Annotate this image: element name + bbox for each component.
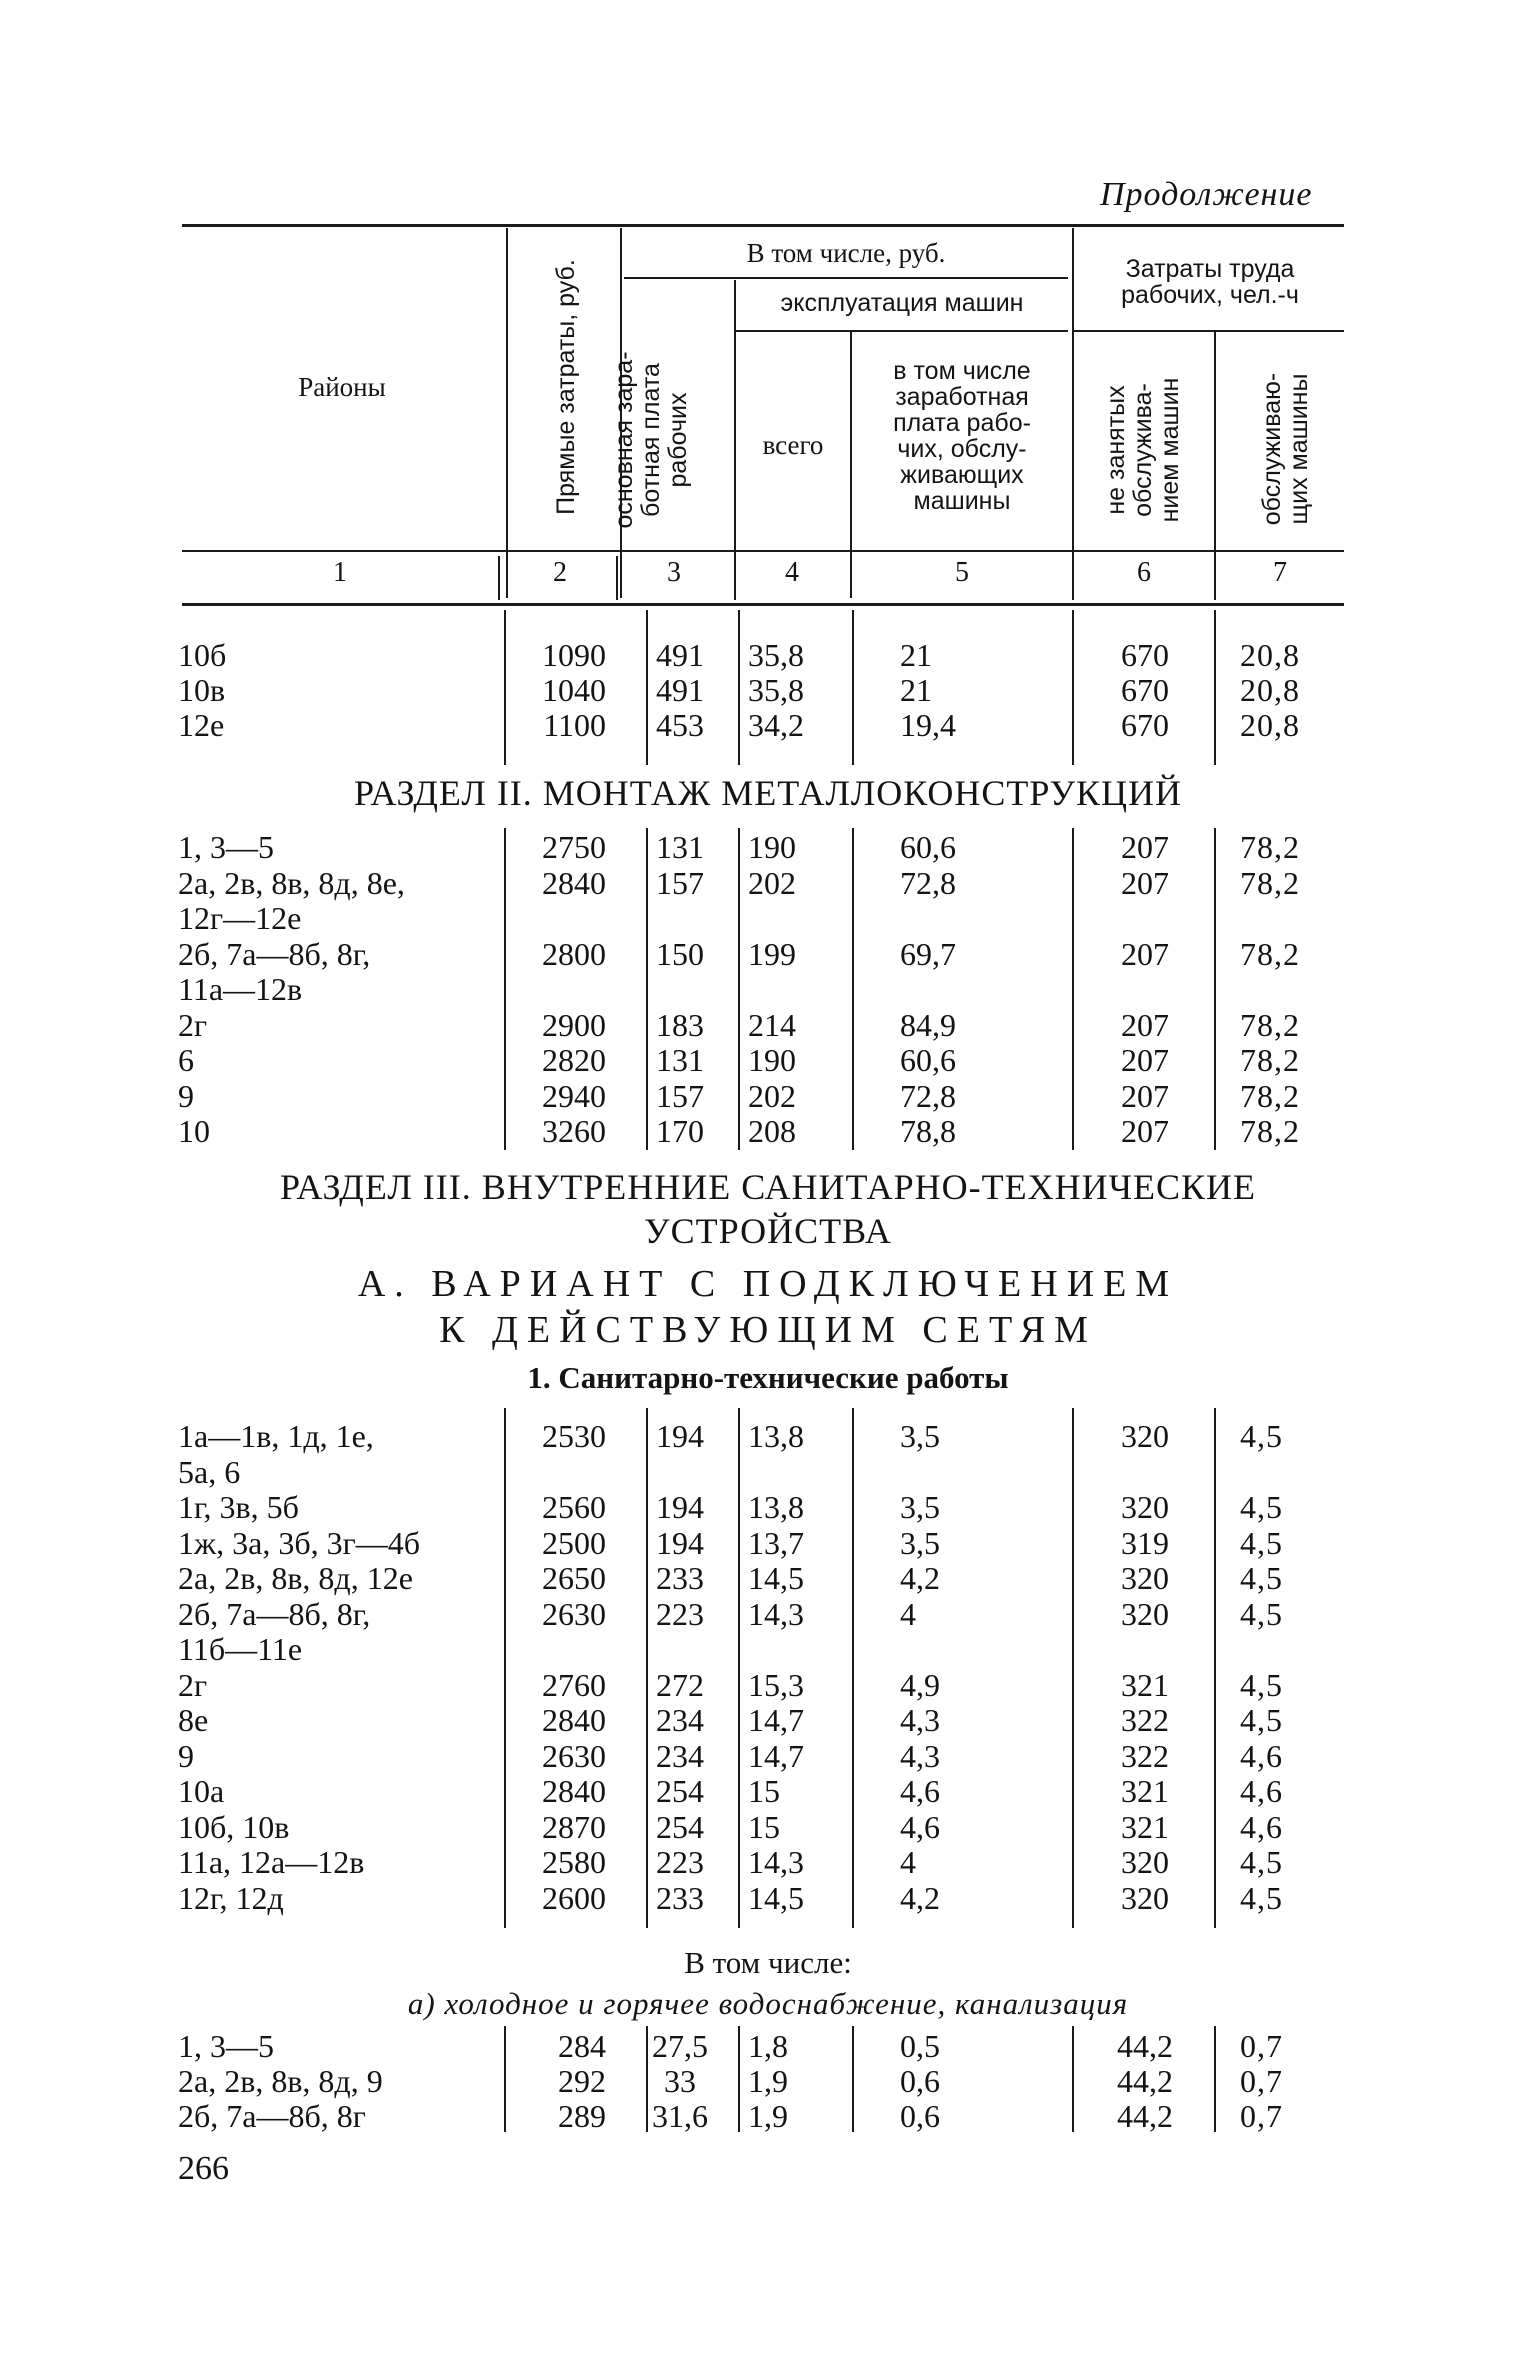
column-number: 4 <box>785 557 799 588</box>
table-cell: 15 <box>748 1773 780 1809</box>
table-cell: 10а <box>178 1773 225 1809</box>
table-cell: 207 <box>1121 1006 1169 1043</box>
table-cell: 4,5 <box>1240 1560 1283 1596</box>
table-cell: 60,6 <box>900 829 956 865</box>
table-cell: 27,5 <box>652 2028 708 2064</box>
table-cell: 170 <box>656 1113 704 1149</box>
table-row <box>0 1526 1536 1560</box>
column-number: 3 <box>667 557 681 588</box>
table-cell: 13,8 <box>748 1489 804 1525</box>
table-cell: 1,9 <box>748 2063 788 2099</box>
table-cell: 1г, 3в, 5б <box>178 1489 299 1525</box>
table-cell: 31,6 <box>652 2098 708 2134</box>
table-cell: 1ж, 3а, 3б, 3г—4б <box>178 1524 420 1561</box>
table-cell: 320 <box>1121 1489 1169 1525</box>
table-cell: 2580 <box>542 1844 606 1880</box>
header-regions: Районы <box>298 372 386 402</box>
table-cell: 2600 <box>542 1879 606 1916</box>
table-cell: 78,2 <box>1240 1042 1300 1078</box>
table-cell: 13,8 <box>748 1418 804 1454</box>
table-cell: 208 <box>748 1113 796 1149</box>
table-cell: 2г <box>178 1006 208 1043</box>
servicing-line: обслуживаю- <box>1258 372 1286 526</box>
table-cell: 0,7 <box>1240 2063 1283 2099</box>
table-cell: 1040 <box>542 672 606 708</box>
table-row <box>0 1810 1536 1844</box>
table-cell: 254 <box>656 1773 704 1809</box>
table-cell: 12г, 12д <box>178 1879 284 1916</box>
table-row <box>0 1774 1536 1808</box>
machines-rule <box>736 330 1068 332</box>
table-cell: 5а, 6 <box>178 1453 241 1490</box>
table-cell: 12е <box>178 707 225 743</box>
table-cell: 0,5 <box>900 2028 940 2064</box>
table-cell: 84,9 <box>900 1006 956 1043</box>
table-cell: 233 <box>656 1560 704 1596</box>
table-cell: 233 <box>656 1879 704 1916</box>
table-cell: 190 <box>748 829 796 865</box>
table-cell: 10 <box>178 1113 210 1149</box>
table-cell: 4 <box>900 1844 916 1880</box>
table-cell: 190 <box>748 1042 796 1078</box>
table-cell: 321 <box>1121 1808 1169 1845</box>
table-cell: 4,6 <box>1240 1808 1283 1845</box>
table-row <box>0 901 1536 935</box>
table-cell: 202 <box>748 864 796 901</box>
table-cell: 234 <box>656 1737 704 1774</box>
table-row <box>0 1079 1536 1113</box>
table-cell: 2820 <box>542 1042 606 1078</box>
table-cell: 35,8 <box>748 672 804 708</box>
section-2-title: РАЗДЕЛ II. МОНТАЖ МЕТАЛЛОКОНСТРУКЦИЙ <box>353 773 1183 813</box>
table-row <box>0 1881 1536 1915</box>
table-cell: 4,5 <box>1240 1844 1283 1880</box>
continued-label: Продолжение <box>1100 176 1313 213</box>
table-cell: 4,6 <box>1240 1737 1283 1774</box>
table-cell: 202 <box>748 1077 796 1114</box>
table-cell: 320 <box>1121 1418 1169 1454</box>
table-cell: 321 <box>1121 1773 1169 1809</box>
table-cell: 207 <box>1121 935 1169 972</box>
table-row <box>0 972 1536 1006</box>
table-cell: 2800 <box>542 935 606 972</box>
colnum-divider <box>616 556 618 600</box>
table-cell: 2б, 7а—8б, 8г <box>178 2098 366 2134</box>
table-cell: 131 <box>656 829 704 865</box>
table-row <box>0 1668 1536 1702</box>
table-cell: 4,3 <box>900 1737 940 1774</box>
table-cell: 321 <box>1121 1666 1169 1703</box>
table-cell: 3260 <box>542 1113 606 1149</box>
table-cell: 15,3 <box>748 1666 804 1703</box>
table-cell: 78,2 <box>1240 829 1300 865</box>
table-cell: 4,5 <box>1240 1666 1283 1703</box>
table-cell: 21 <box>900 672 932 708</box>
table-cell: 2630 <box>542 1737 606 1774</box>
table-cell: 4,2 <box>900 1560 940 1596</box>
table-cell: 15 <box>748 1808 780 1845</box>
including-rule <box>624 277 1068 279</box>
incl-wage-line: чих, обслу- <box>897 435 1027 463</box>
table-cell: 199 <box>748 935 796 972</box>
table-row <box>0 1114 1536 1148</box>
table-cell: 12г—12е <box>178 900 302 936</box>
table-cell: 2630 <box>542 1595 606 1632</box>
table-cell: 207 <box>1121 1042 1169 1078</box>
table-row <box>0 1703 1536 1737</box>
labor-rule <box>1074 330 1344 332</box>
column-number: 5 <box>955 557 969 588</box>
table-cell: 234 <box>656 1702 704 1738</box>
column-number: 1 <box>333 557 347 588</box>
table-cell: 2б, 7а—8б, 8г, <box>178 1595 371 1632</box>
table-row <box>0 2029 1536 2063</box>
table-cell: 78,2 <box>1240 864 1300 901</box>
table-cell: 20,8 <box>1240 637 1300 673</box>
table-cell: 20,8 <box>1240 707 1300 743</box>
table-cell: 670 <box>1121 707 1169 743</box>
table-cell: 223 <box>656 1844 704 1880</box>
column-number: 7 <box>1273 557 1287 588</box>
labor-line: Затраты труда <box>1125 255 1295 283</box>
base-wage-line: ботная плата <box>637 363 665 517</box>
table-cell: 0,7 <box>1240 2098 1283 2134</box>
incl-wage-line: плата рабо- <box>893 409 1031 437</box>
header-total: всего <box>762 430 824 460</box>
header-bottom-rule <box>182 550 1344 552</box>
table-cell: 207 <box>1121 1077 1169 1114</box>
table-cell: 194 <box>656 1418 704 1454</box>
table-cell: 9 <box>178 1737 194 1774</box>
table-cell: 11а, 12а—12в <box>178 1844 365 1880</box>
table-cell: 2а, 2в, 8в, 8д, 8е, <box>178 864 405 901</box>
table-cell: 670 <box>1121 672 1169 708</box>
table-cell: 157 <box>656 1077 704 1114</box>
table-row <box>0 2099 1536 2133</box>
table-cell: 21 <box>900 637 932 673</box>
table-cell: 4,5 <box>1240 1418 1283 1454</box>
table-cell: 78,2 <box>1240 1006 1300 1043</box>
table-row <box>0 937 1536 971</box>
servicing-line: щих машины <box>1285 373 1313 525</box>
table-cell: 14,3 <box>748 1844 804 1880</box>
table-cell: 78,2 <box>1240 1113 1300 1149</box>
not-servicing-line: обслужива- <box>1129 383 1157 517</box>
table-cell: 4,5 <box>1240 1489 1283 1525</box>
table-cell: 33 <box>664 2063 696 2099</box>
table-cell: 4,2 <box>900 1879 940 1916</box>
section-3-title-line1: РАЗДЕЛ III. ВНУТРЕННИЕ САНИТАРНО-ТЕХНИЧЕСКИЕ <box>279 1167 1257 1207</box>
table-cell: 2г <box>178 1666 208 1703</box>
table-cell: 4 <box>900 1595 916 1632</box>
table-cell: 44,2 <box>1117 2063 1173 2099</box>
table-cell: 72,8 <box>900 1077 956 1114</box>
header-base-wage <box>611 340 695 540</box>
table-cell: 4,6 <box>900 1808 940 1845</box>
variant-title-line2: К ДЕЙСТВУЮЩИМ СЕТЯМ <box>439 1309 1097 1351</box>
table-cell: 491 <box>656 672 704 708</box>
base-wage-line: основная зара- <box>610 351 638 529</box>
table-cell: 131 <box>656 1042 704 1078</box>
table-cell: 14,5 <box>748 1560 804 1596</box>
table-cell: 4,5 <box>1240 1879 1283 1916</box>
table-cell: 78,2 <box>1240 1077 1300 1114</box>
table-cell: 9 <box>178 1077 194 1114</box>
incl-wage-line: в том числе <box>893 357 1031 385</box>
table-row <box>0 1632 1536 1666</box>
table-cell: 78,8 <box>900 1113 956 1149</box>
table-cell: 214 <box>748 1006 796 1043</box>
subsection-title: 1. Санитарно-технические работы <box>527 1360 1009 1395</box>
table-cell: 1,8 <box>748 2028 788 2064</box>
table-cell: 13,7 <box>748 1524 804 1561</box>
table-cell: 194 <box>656 1524 704 1561</box>
table-row <box>0 1739 1536 1773</box>
table-cell: 20,8 <box>1240 672 1300 708</box>
table-cell: 207 <box>1121 864 1169 901</box>
table-cell: 60,6 <box>900 1042 956 1078</box>
table-cell: 6 <box>178 1042 194 1078</box>
table-cell: 2560 <box>542 1489 606 1525</box>
page-number: 266 <box>178 2150 229 2187</box>
table-cell: 35,8 <box>748 637 804 673</box>
colnum-divider <box>1214 556 1216 600</box>
table-cell: 0,6 <box>900 2063 940 2099</box>
table-cell: 491 <box>656 637 704 673</box>
incl-wage-line: машины <box>913 487 1011 515</box>
table-cell: 0,7 <box>1240 2028 1283 2064</box>
table-cell: 1090 <box>542 637 606 673</box>
table-cell: 670 <box>1121 637 1169 673</box>
table-row <box>0 2064 1536 2098</box>
table-cell: 453 <box>656 707 704 743</box>
table-cell: 34,2 <box>748 707 804 743</box>
table-cell: 2650 <box>542 1560 606 1596</box>
table-cell: 223 <box>656 1595 704 1632</box>
table-cell: 2760 <box>542 1666 606 1703</box>
table-cell: 2530 <box>542 1418 606 1454</box>
column-number: 2 <box>553 557 567 588</box>
table-cell: 319 <box>1121 1524 1169 1561</box>
table-cell: 1, 3—5 <box>178 2028 274 2064</box>
table-cell: 2900 <box>542 1006 606 1043</box>
table-cell: 4,6 <box>1240 1773 1283 1809</box>
table-cell: 254 <box>656 1808 704 1845</box>
table-cell: 3,5 <box>900 1418 940 1454</box>
table-cell: 10б <box>178 637 227 673</box>
table-cell: 320 <box>1121 1560 1169 1596</box>
table-cell: 2840 <box>542 1702 606 1738</box>
colnum-divider <box>734 556 736 600</box>
table-cell: 44,2 <box>1117 2028 1173 2064</box>
table-cell: 1100 <box>543 707 606 743</box>
table-cell: 320 <box>1121 1595 1169 1632</box>
section-3-title-line2: УСТРОЙСТВА <box>644 1211 892 1251</box>
table-cell: 2а, 2в, 8в, 8д, 12е <box>178 1560 413 1596</box>
table-row <box>0 1008 1536 1042</box>
header-labor-costs <box>1076 256 1344 308</box>
table-cell: 14,7 <box>748 1737 804 1774</box>
water-supply-note: а) холодное и горячее водоснабжение, канализация <box>407 1986 1129 2021</box>
table-cell: 207 <box>1121 1113 1169 1149</box>
table-cell: 320 <box>1121 1879 1169 1916</box>
table-cell: 4,5 <box>1240 1595 1283 1632</box>
table-cell: 322 <box>1121 1737 1169 1774</box>
table-cell: 4,6 <box>900 1773 940 1809</box>
table-cell: 11б—11е <box>178 1631 303 1667</box>
table-cell: 2840 <box>542 864 606 901</box>
header-including-rub: В том числе, руб. <box>746 238 946 268</box>
not-servicing-line: нием машин <box>1156 377 1184 523</box>
table-cell: 1,9 <box>748 2098 788 2134</box>
table-cell: 2870 <box>542 1808 606 1845</box>
table-cell: 1а—1в, 1д, 1е, <box>178 1418 374 1454</box>
table-row <box>0 673 1536 707</box>
base-wage-line: рабочих <box>664 392 692 488</box>
table-cell: 183 <box>656 1006 704 1043</box>
table-row <box>0 1597 1536 1631</box>
table-row <box>0 1043 1536 1077</box>
header-servicing <box>1259 349 1317 549</box>
table-cell: 322 <box>1121 1702 1169 1738</box>
table-cell: 2840 <box>542 1773 606 1809</box>
colnum-bottom-rule <box>182 603 1344 606</box>
table-row <box>0 708 1536 742</box>
table-cell: 4,9 <box>900 1666 940 1703</box>
header-incl-wage <box>852 358 1072 514</box>
table-cell: 11а—12в <box>178 971 303 1007</box>
table-top-rule <box>182 224 1344 227</box>
table-cell: 14,7 <box>748 1702 804 1738</box>
table-cell: 0,6 <box>900 2098 940 2134</box>
table-cell: 292 <box>558 2063 606 2099</box>
labor-line: рабочих, чел.-ч <box>1121 281 1299 309</box>
column-number: 6 <box>1137 557 1151 588</box>
table-cell: 2750 <box>542 829 606 865</box>
table-cell: 2500 <box>542 1524 606 1561</box>
table-row <box>0 1455 1536 1489</box>
table-cell: 8е <box>178 1702 209 1738</box>
header-divider <box>1072 228 1074 598</box>
table-cell: 72,8 <box>900 864 956 901</box>
table-cell: 14,5 <box>748 1879 804 1916</box>
table-cell: 69,7 <box>900 935 956 972</box>
table-cell: 289 <box>558 2098 606 2134</box>
table-cell: 272 <box>656 1666 704 1703</box>
table-cell: 207 <box>1121 829 1169 865</box>
incl-wage-line: заработная <box>895 383 1029 411</box>
table-cell: 4,3 <box>900 1702 940 1738</box>
incl-wage-line: живающих <box>900 461 1024 489</box>
table-cell: 194 <box>656 1489 704 1525</box>
table-cell: 2б, 7а—8б, 8г, <box>178 935 371 972</box>
table-cell: 10в <box>178 672 226 708</box>
table-cell: 1, 3—5 <box>178 829 274 865</box>
table-row <box>0 866 1536 900</box>
table-cell: 14,3 <box>748 1595 804 1632</box>
table-cell: 3,5 <box>900 1524 940 1561</box>
variant-title-line1: А. ВАРИАНТ С ПОДКЛЮЧЕНИЕМ <box>357 1263 1179 1305</box>
table-row <box>0 638 1536 672</box>
table-cell: 4,5 <box>1240 1702 1283 1738</box>
header-machine-operation: эксплуатация машин <box>780 289 1024 317</box>
table-cell: 3,5 <box>900 1489 940 1525</box>
table-row <box>0 1845 1536 1879</box>
table-cell: 19,4 <box>900 707 956 743</box>
not-servicing-line: не занятых <box>1102 385 1130 515</box>
header-divider <box>506 228 508 598</box>
table-cell: 284 <box>558 2028 606 2064</box>
table-cell: 44,2 <box>1117 2098 1173 2134</box>
table-cell: 2940 <box>542 1077 606 1114</box>
table-row <box>0 830 1536 864</box>
colnum-divider <box>498 556 500 600</box>
table-cell: 4,5 <box>1240 1524 1283 1561</box>
colnum-divider <box>1072 556 1074 600</box>
table-row <box>0 1561 1536 1595</box>
table-cell: 2а, 2в, 8в, 8д, 9 <box>178 2063 383 2099</box>
table-cell: 10б, 10в <box>178 1808 290 1845</box>
table-cell: 78,2 <box>1240 935 1300 972</box>
table-cell: 320 <box>1121 1844 1169 1880</box>
table-row <box>0 1419 1536 1453</box>
table-cell: 150 <box>656 935 704 972</box>
table-row <box>0 1490 1536 1524</box>
including-label: В том числе: <box>684 1945 852 1980</box>
header-direct-costs: Прямые затраты, руб. <box>552 259 580 515</box>
header-not-servicing <box>1103 350 1187 550</box>
table-cell: 157 <box>656 864 704 901</box>
